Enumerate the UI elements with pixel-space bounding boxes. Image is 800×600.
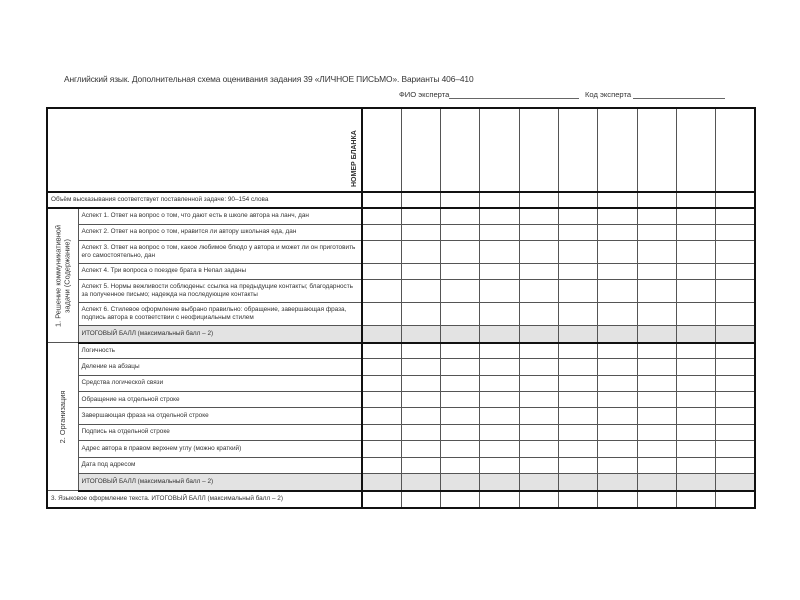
section2-criterion-1-score-cell[interactable] <box>716 343 755 359</box>
header-row <box>47 108 755 192</box>
section1-aspect-3-score-cell[interactable] <box>676 240 715 263</box>
section3-total-score-cell[interactable] <box>598 491 637 508</box>
volume-score-cell[interactable] <box>676 192 715 208</box>
section3-total-score-cell[interactable] <box>676 491 715 508</box>
section1-aspect-2-score-cell[interactable] <box>637 224 676 240</box>
section2-criterion-8-score-cell[interactable] <box>441 457 480 473</box>
section2-criterion-2-score-cell[interactable] <box>480 359 519 375</box>
section2-criterion-1-score-cell[interactable] <box>519 343 558 359</box>
section1-aspect-5-score-cell[interactable] <box>716 279 755 302</box>
section1-total-score-cell[interactable] <box>637 325 676 342</box>
section1-aspect-6-score-cell[interactable] <box>519 302 558 325</box>
section1-aspect-3-cell <box>78 240 362 263</box>
section1-aspect-4: Аспект 4. Три вопроса о поездке брата в Непал заданы <box>81 267 247 275</box>
section1-aspect-5-cell <box>78 279 362 302</box>
section1-aspect-6: Аспект 6. Стилевое оформление выбрано правильно: обращение, завершающая фраза, подпись автора в соответствии с неофициальным стилем <box>81 305 347 321</box>
section2-criterion-3: Средства логической связи <box>81 379 164 387</box>
volume-row <box>47 192 755 208</box>
section1-total-score-cell[interactable] <box>480 325 519 342</box>
form-number-score-cell[interactable] <box>480 108 519 192</box>
section3-language-total-cell <box>47 491 362 508</box>
section2-criterion-8-score-cell[interactable] <box>558 457 597 473</box>
section1-aspect-2-score-cell[interactable] <box>558 224 597 240</box>
section1-total-score-cell[interactable] <box>598 325 637 342</box>
section2-criterion-1-score-cell[interactable] <box>441 343 480 359</box>
section1-label-line1: 1. Решение коммуникативной <box>53 224 63 327</box>
section2-criterion-2-cell <box>78 359 362 375</box>
section1-aspect-2-score-cell[interactable] <box>362 224 401 240</box>
section2-criterion-5-score-cell[interactable] <box>401 408 440 424</box>
section2-criterion-1-cell <box>78 343 362 359</box>
section2-criterion-2-score-cell[interactable] <box>637 359 676 375</box>
section1-aspect-5-score-cell[interactable] <box>676 279 715 302</box>
section2-criterion-2: Деление на абзацы <box>81 363 140 371</box>
section2-criterion-3-score-cell[interactable] <box>558 375 597 391</box>
section2-criterion-7-score-cell[interactable] <box>676 441 715 457</box>
section1-aspect-row <box>47 224 755 240</box>
section1-aspect-5-score-cell[interactable] <box>401 279 440 302</box>
section2-criterion-row <box>47 375 755 391</box>
section1-aspect-3-score-cell[interactable] <box>441 240 480 263</box>
volume-requirement-cell <box>47 192 362 208</box>
section1-aspect-3-score-cell[interactable] <box>519 240 558 263</box>
section1-aspect-5-score-cell[interactable] <box>480 279 519 302</box>
section2-criterion-row <box>47 392 755 408</box>
section2-total-score-cell[interactable] <box>598 473 637 490</box>
section2-criterion-7-cell <box>78 441 362 457</box>
section1-aspect-3-score-cell[interactable] <box>480 240 519 263</box>
section1-total-row <box>47 325 755 342</box>
section2-criterion-5-score-cell[interactable] <box>716 408 755 424</box>
expert-code-label: Код эксперта <box>585 90 632 99</box>
section1-total-score-cell[interactable] <box>716 325 755 342</box>
section2-total-cell <box>78 473 362 490</box>
section1-aspect-1-score-cell[interactable] <box>401 208 440 224</box>
section2-total-score-cell[interactable] <box>519 473 558 490</box>
form-number-score-cell[interactable] <box>519 108 558 192</box>
section2-criterion-8-score-cell[interactable] <box>676 457 715 473</box>
section1-label-line2: задачи (Содержание) <box>61 238 71 313</box>
section2-criterion-2-score-cell[interactable] <box>441 359 480 375</box>
volume-score-cell[interactable] <box>441 192 480 208</box>
section1-aspect-5-score-cell[interactable] <box>637 279 676 302</box>
section1-aspect-2-score-cell[interactable] <box>401 224 440 240</box>
section1-aspect-row <box>47 263 755 279</box>
form-number-score-cell[interactable] <box>598 108 637 192</box>
section2-total-score-cell[interactable] <box>637 473 676 490</box>
section2-criterion-6-cell <box>78 424 362 440</box>
section1-aspect-3-score-cell[interactable] <box>598 240 637 263</box>
section2-criterion-6-score-cell[interactable] <box>558 424 597 440</box>
section1-aspect-1: Аспект 1. Ответ на вопрос о том, что дают есть в школе автора на ланч, дан <box>81 212 309 220</box>
expert-name-field[interactable] <box>399 90 579 99</box>
section2-criterion-8-score-cell[interactable] <box>598 457 637 473</box>
section2-criterion-4-score-cell[interactable] <box>598 392 637 408</box>
section1-aspect-1-score-cell[interactable] <box>362 208 401 224</box>
section1-aspect-6-score-cell[interactable] <box>558 302 597 325</box>
section2-criterion-8: Дата под адресом <box>81 461 136 469</box>
section2-criterion-5-score-cell[interactable] <box>362 408 401 424</box>
section2-criterion-4-score-cell[interactable] <box>401 392 440 408</box>
section2-criterion-4-score-cell[interactable] <box>480 392 519 408</box>
section2-criterion-8-score-cell[interactable] <box>716 457 755 473</box>
section2-label: 2. Организация <box>57 390 67 443</box>
section1-aspect-2-score-cell[interactable] <box>716 224 755 240</box>
section1-aspect-4-score-cell[interactable] <box>676 263 715 279</box>
section1-aspect-5-score-cell[interactable] <box>441 279 480 302</box>
section2-criterion-8-score-cell[interactable] <box>362 457 401 473</box>
section1-aspect-5-score-cell[interactable] <box>519 279 558 302</box>
section2-criterion-7-score-cell[interactable] <box>519 441 558 457</box>
section2-total: ИТОГОВЫЙ БАЛЛ (максимальный балл – 2) <box>81 477 214 485</box>
section2-criterion-7-score-cell[interactable] <box>441 441 480 457</box>
section2-criterion-7-score-cell[interactable] <box>716 441 755 457</box>
section2-total-row <box>47 473 755 490</box>
section1-aspect-1-score-cell[interactable] <box>558 208 597 224</box>
section2-criterion-6-score-cell[interactable] <box>676 424 715 440</box>
section2-criterion-6-score-cell[interactable] <box>716 424 755 440</box>
section2-criterion-3-score-cell[interactable] <box>401 375 440 391</box>
section2-total-score-cell[interactable] <box>716 473 755 490</box>
section3-total-score-cell[interactable] <box>480 491 519 508</box>
section3-total-score-cell[interactable] <box>637 491 676 508</box>
section2-criterion-5-score-cell[interactable] <box>519 408 558 424</box>
section1-total-score-cell[interactable] <box>401 325 440 342</box>
section2-criterion-3-score-cell[interactable] <box>362 375 401 391</box>
section2-criterion-1-score-cell[interactable] <box>558 343 597 359</box>
form-number-score-cell[interactable] <box>558 108 597 192</box>
section1-aspect-5-score-cell[interactable] <box>362 279 401 302</box>
section1-aspect-6-score-cell[interactable] <box>676 302 715 325</box>
section1-aspect-6-score-cell[interactable] <box>598 302 637 325</box>
section2-criterion-4-score-cell[interactable] <box>637 392 676 408</box>
section1-aspect-4-score-cell[interactable] <box>480 263 519 279</box>
section2-criterion-3-score-cell[interactable] <box>637 375 676 391</box>
scoring-table <box>46 107 756 509</box>
section3-total-score-cell[interactable] <box>716 491 755 508</box>
section2-criterion-4-score-cell[interactable] <box>441 392 480 408</box>
section2-criterion-5-cell <box>78 408 362 424</box>
section3-total-score-cell[interactable] <box>441 491 480 508</box>
section1-aspect-3-score-cell[interactable] <box>637 240 676 263</box>
section2-criterion-5-score-cell[interactable] <box>598 408 637 424</box>
section1-aspect-2-score-cell[interactable] <box>480 224 519 240</box>
section2-criterion-6-score-cell[interactable] <box>598 424 637 440</box>
section1-total-score-cell[interactable] <box>676 325 715 342</box>
section2-total-score-cell[interactable] <box>401 473 440 490</box>
form-number-score-cell[interactable] <box>716 108 755 192</box>
section1-aspect-2-score-cell[interactable] <box>676 224 715 240</box>
section2-criterion-2-score-cell[interactable] <box>558 359 597 375</box>
expert-name-blank[interactable] <box>449 90 579 99</box>
section1-aspect-1-score-cell[interactable] <box>637 208 676 224</box>
section2-criterion-3-score-cell[interactable] <box>598 375 637 391</box>
section2-total-score-cell[interactable] <box>558 473 597 490</box>
section1-aspect-6-score-cell[interactable] <box>362 302 401 325</box>
section2-criterion-6-score-cell[interactable] <box>480 424 519 440</box>
volume-score-cell[interactable] <box>480 192 519 208</box>
section1-label <box>54 224 71 326</box>
section2-criterion-5-score-cell[interactable] <box>637 408 676 424</box>
section2-criterion-6-score-cell[interactable] <box>441 424 480 440</box>
section2-criterion-2-score-cell[interactable] <box>598 359 637 375</box>
section2-criterion-3-cell <box>78 375 362 391</box>
section2-criterion-5-score-cell[interactable] <box>441 408 480 424</box>
section2-criterion-row <box>47 359 755 375</box>
section1-total-score-cell[interactable] <box>362 325 401 342</box>
section2-criterion-1: Логичность <box>81 346 116 354</box>
section1-aspect-1-cell <box>78 208 362 224</box>
section1-aspect-2-score-cell[interactable] <box>519 224 558 240</box>
section1-aspect-row <box>47 279 755 302</box>
section1-total-score-cell[interactable] <box>519 325 558 342</box>
section1-aspect-3-score-cell[interactable] <box>362 240 401 263</box>
section1-aspect-3-score-cell[interactable] <box>558 240 597 263</box>
section1-aspect-4-score-cell[interactable] <box>401 263 440 279</box>
volume-requirement: Объём высказывания соответствует поставленной задаче: 90–154 слова <box>51 196 269 203</box>
section1-aspect-6-score-cell[interactable] <box>480 302 519 325</box>
section1-aspect-3: Аспект 3. Ответ на вопрос о том, какое любимое блюдо у автора и может ли он приготовить его самостоятельно, дан <box>81 243 356 259</box>
section2-criterion-6-score-cell[interactable] <box>519 424 558 440</box>
section2-criterion-4-score-cell[interactable] <box>519 392 558 408</box>
section1-aspect-6-score-cell[interactable] <box>401 302 440 325</box>
section1-aspect-1-score-cell[interactable] <box>716 208 755 224</box>
section1-aspect-3-score-cell[interactable] <box>401 240 440 263</box>
section2-criterion-4-cell <box>78 392 362 408</box>
section2-criterion-7-score-cell[interactable] <box>362 441 401 457</box>
form-number-score-cell[interactable] <box>637 108 676 192</box>
section2-criterion-2-score-cell[interactable] <box>401 359 440 375</box>
section2-criterion-row <box>47 457 755 473</box>
section2-label-cell <box>47 343 78 491</box>
section2-criterion-4-score-cell[interactable] <box>676 392 715 408</box>
section2-criterion-6-score-cell[interactable] <box>401 424 440 440</box>
section2-criterion-8-score-cell[interactable] <box>637 457 676 473</box>
section1-aspect-1-score-cell[interactable] <box>441 208 480 224</box>
section2-criterion-5-score-cell[interactable] <box>676 408 715 424</box>
section2-criterion-1-score-cell[interactable] <box>598 343 637 359</box>
section1-aspect-5-score-cell[interactable] <box>558 279 597 302</box>
section1-aspect-1-score-cell[interactable] <box>598 208 637 224</box>
section1-aspect-6-cell <box>78 302 362 325</box>
section1-aspect-5: Аспект 5. Нормы вежливости соблюдены: ссылка на предыдущие контакты; благодарность за полученное письмо; надежда на последующие контакты <box>81 282 353 298</box>
section2-criterion-6: Подпись на отдельной строке <box>81 428 170 436</box>
section1-aspect-2-cell <box>78 224 362 240</box>
section1-aspect-1-score-cell[interactable] <box>480 208 519 224</box>
section2-criterion-3-score-cell[interactable] <box>676 375 715 391</box>
section2-criterion-6-score-cell[interactable] <box>362 424 401 440</box>
section2-criterion-8-cell <box>78 457 362 473</box>
section1-total-cell <box>78 325 362 342</box>
section2-criterion-1-score-cell[interactable] <box>480 343 519 359</box>
expert-code-field[interactable] <box>585 90 725 99</box>
section2-criterion-row <box>47 441 755 457</box>
volume-score-cell[interactable] <box>637 192 676 208</box>
section2-criterion-7-score-cell[interactable] <box>598 441 637 457</box>
section3-total-score-cell[interactable] <box>362 491 401 508</box>
section2-criterion-7-score-cell[interactable] <box>637 441 676 457</box>
section2-criterion-2-score-cell[interactable] <box>519 359 558 375</box>
section3-total-score-cell[interactable] <box>401 491 440 508</box>
section1-aspect-2-score-cell[interactable] <box>441 224 480 240</box>
section2-criterion-1-score-cell[interactable] <box>362 343 401 359</box>
section1-aspect-2: Аспект 2. Ответ на вопрос о том, нравится ли автору школьная еда, дан <box>81 228 297 236</box>
section1-aspect-row <box>47 208 755 224</box>
section2-criterion-7-score-cell[interactable] <box>558 441 597 457</box>
header-label-cell <box>47 108 362 192</box>
section1-aspect-row <box>47 302 755 325</box>
section2-criterion-1-score-cell[interactable] <box>637 343 676 359</box>
section2-criterion-3-score-cell[interactable] <box>480 375 519 391</box>
section3-row <box>47 491 755 508</box>
section1-aspect-4-score-cell[interactable] <box>441 263 480 279</box>
section2-criterion-8-score-cell[interactable] <box>519 457 558 473</box>
volume-score-cell[interactable] <box>598 192 637 208</box>
section1-aspect-6-score-cell[interactable] <box>637 302 676 325</box>
section2-criterion-row <box>47 343 755 359</box>
section1-aspect-3-score-cell[interactable] <box>716 240 755 263</box>
section2-criterion-7-score-cell[interactable] <box>401 441 440 457</box>
form-number-score-cell[interactable] <box>676 108 715 192</box>
form-number-header: НОМЕР БЛАНКА <box>351 130 358 187</box>
section2-criterion-3-score-cell[interactable] <box>519 375 558 391</box>
section1-aspect-4-cell <box>78 263 362 279</box>
section3-total-score-cell[interactable] <box>558 491 597 508</box>
section2-total-score-cell[interactable] <box>480 473 519 490</box>
volume-score-cell[interactable] <box>558 192 597 208</box>
section3-language-total: 3. Языковое оформление текста. ИТОГОВЫЙ БАЛЛ (максимальный балл – 2) <box>51 495 283 502</box>
section2-criterion-3-score-cell[interactable] <box>441 375 480 391</box>
section2-criterion-2-score-cell[interactable] <box>716 359 755 375</box>
section2-criterion-4-score-cell[interactable] <box>362 392 401 408</box>
form-number-score-cell[interactable] <box>362 108 401 192</box>
section1-aspect-4-score-cell[interactable] <box>558 263 597 279</box>
section1-aspect-6-score-cell[interactable] <box>716 302 755 325</box>
section2-criterion-4-score-cell[interactable] <box>558 392 597 408</box>
volume-score-cell[interactable] <box>401 192 440 208</box>
section1-label-cell <box>47 208 78 343</box>
section2-criterion-4: Обращение на отдельной строке <box>81 395 180 403</box>
section1-aspect-row <box>47 240 755 263</box>
document-title: Английский язык. Дополнительная схема оценивания задания 39 «ЛИЧНОЕ ПИСЬМО». Варианты 406–410 <box>64 74 474 84</box>
section1-aspect-1-score-cell[interactable] <box>676 208 715 224</box>
section2-criterion-4-score-cell[interactable] <box>716 392 755 408</box>
volume-score-cell[interactable] <box>519 192 558 208</box>
form-number-score-cell[interactable] <box>401 108 440 192</box>
section2-criterion-3-score-cell[interactable] <box>716 375 755 391</box>
section1-total: ИТОГОВЫЙ БАЛЛ (максимальный балл – 2) <box>81 329 214 337</box>
section1-aspect-5-score-cell[interactable] <box>598 279 637 302</box>
section3-total-score-cell[interactable] <box>519 491 558 508</box>
form-number-score-cell[interactable] <box>441 108 480 192</box>
section2-total-score-cell[interactable] <box>441 473 480 490</box>
section2-total-score-cell[interactable] <box>362 473 401 490</box>
section2-criterion-8-score-cell[interactable] <box>401 457 440 473</box>
section2-criterion-2-score-cell[interactable] <box>676 359 715 375</box>
section2-criterion-8-score-cell[interactable] <box>480 457 519 473</box>
section1-aspect-4-score-cell[interactable] <box>519 263 558 279</box>
section1-total-score-cell[interactable] <box>441 325 480 342</box>
section1-aspect-4-score-cell[interactable] <box>598 263 637 279</box>
section1-aspect-2-score-cell[interactable] <box>598 224 637 240</box>
section1-aspect-6-score-cell[interactable] <box>441 302 480 325</box>
section1-aspect-1-score-cell[interactable] <box>519 208 558 224</box>
section2-criterion-1-score-cell[interactable] <box>676 343 715 359</box>
section2-criterion-5-score-cell[interactable] <box>480 408 519 424</box>
expert-name-label: ФИО эксперта <box>399 90 450 99</box>
section1-aspect-4-score-cell[interactable] <box>637 263 676 279</box>
section2-criterion-row <box>47 408 755 424</box>
section2-criterion-5: Завершающая фраза на отдельной строке <box>81 412 209 420</box>
section1-total-score-cell[interactable] <box>558 325 597 342</box>
section1-aspect-4-score-cell[interactable] <box>716 263 755 279</box>
volume-score-cell[interactable] <box>716 192 755 208</box>
expert-code-blank[interactable] <box>633 90 725 99</box>
section2-criterion-7: Адрес автора в правом верхнем углу (можно краткий) <box>81 444 242 452</box>
section2-criterion-1-score-cell[interactable] <box>401 343 440 359</box>
section1-aspect-4-score-cell[interactable] <box>362 263 401 279</box>
section2-criterion-6-score-cell[interactable] <box>637 424 676 440</box>
section2-criterion-2-score-cell[interactable] <box>362 359 401 375</box>
section2-criterion-7-score-cell[interactable] <box>480 441 519 457</box>
section2-total-score-cell[interactable] <box>676 473 715 490</box>
volume-score-cell[interactable] <box>362 192 401 208</box>
section2-criterion-5-score-cell[interactable] <box>558 408 597 424</box>
section2-criterion-row <box>47 424 755 440</box>
